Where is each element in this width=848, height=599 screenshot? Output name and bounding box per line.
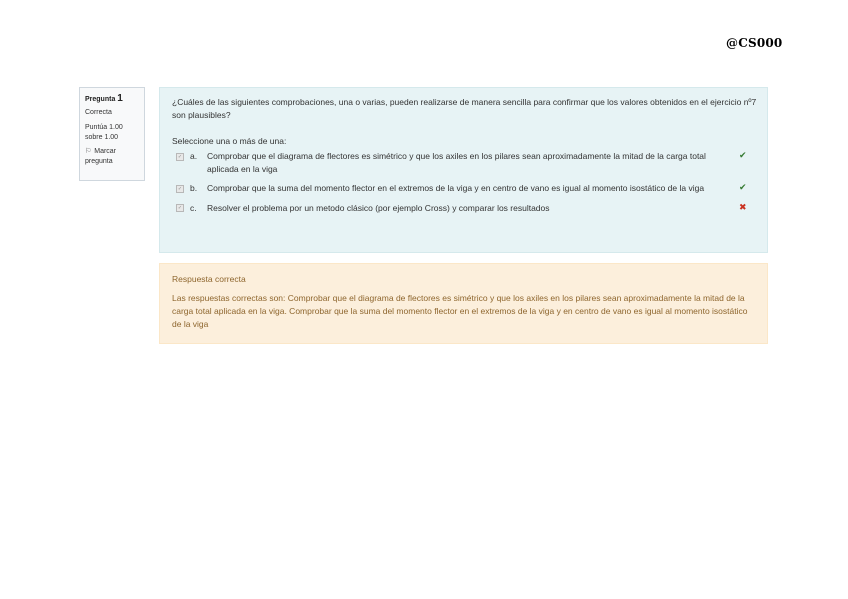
right-answer-text: Las respuestas correctas son: Comprobar que el diagrama de flectores es simétrico y que los axiles en los pilares sean aproximadamente la mitad de la carga total aplicada en la viga. Comprobar que la suma del momento flector en el extremos de la viga y en centro de vano es igual al momento isostático de la viga — [172, 293, 748, 329]
answer-option-b — [172, 182, 755, 195]
answer-list — [172, 150, 755, 214]
answer-checkbox[interactable]: ✓ — [177, 153, 183, 160]
answer-text: Comprobar que la suma del momento flector en el extremos de la viga y en centro de vano es igual al momento isostático de la viga — [207, 183, 705, 193]
question-text: ¿Cuáles de las siguientes comprobaciones, una o varias, pueden realizarse de manera sencilla para confirmar que los valores obtenidos en el ejercicio nº7 son plausibles? — [172, 97, 757, 120]
correct-check-icon: ✔ — [739, 182, 747, 192]
answer-prompt: Seleccione una o más de una: — [172, 136, 287, 146]
flag-question-link[interactable] — [85, 147, 140, 167]
question-state: Correcta — [85, 109, 112, 116]
feedback-title: Respuesta correcta — [172, 274, 246, 284]
correct-check-icon: ✔ — [739, 150, 747, 160]
answer-text: Resolver el problema por un metodo clásico (por ejemplo Cross) y comparar los resultados — [207, 202, 550, 213]
question-number-value: 1 — [117, 93, 123, 104]
flag-icon: ⚐ — [85, 148, 92, 155]
answer-letter: c. — [190, 202, 197, 213]
question-grade: Puntúa 1.00 sobre 1.00 — [85, 124, 123, 141]
answer-letter: a. — [190, 151, 198, 161]
answer-option-a — [172, 150, 755, 175]
question-feedback — [159, 263, 768, 344]
question-number — [85, 94, 140, 105]
answer-letter: b. — [190, 183, 198, 193]
question-info — [79, 87, 145, 181]
answer-text: Comprobar que el diagrama de flectores es simétrico y que los axiles en los pilares sean aproximadamente la mitad de la carga total aplicada en la viga — [207, 151, 706, 174]
question-label: Pregunta — [85, 96, 116, 103]
question-formulation — [159, 87, 768, 253]
flag-label: Marcar pregunta — [85, 148, 117, 165]
watermark: @CS000 — [726, 36, 783, 50]
answer-option-c — [172, 202, 755, 215]
incorrect-cross-icon: ✖ — [739, 201, 747, 212]
answer-checkbox[interactable]: ✓ — [177, 185, 183, 192]
answer-checkbox[interactable]: ✓ — [177, 205, 183, 211]
